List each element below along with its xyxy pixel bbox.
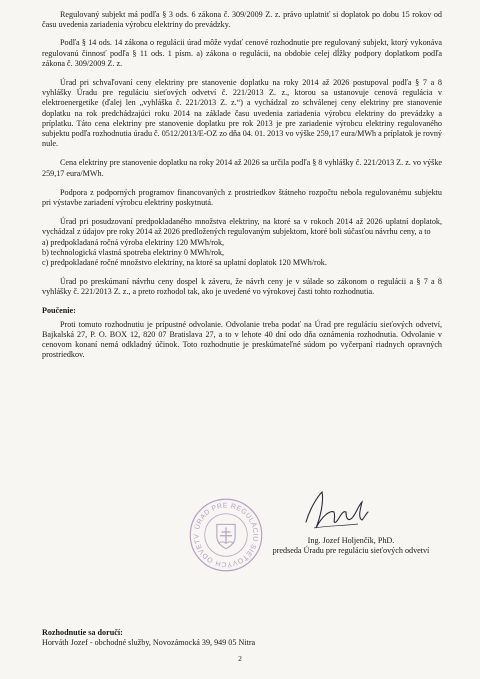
instruction-text: Proti tomuto rozhodnutiu je prípustné odvolanie. Odvolanie treba podať na Úrad pre reguláciu sieťových odvetví, Bajkalská 27, P. O. BOX 12, 820 07 Bratislava 27, a to v lehote 40 dní odo dňa oznámenia rozhodnutia. Odvolanie v cenovom konaní nemá odkladný účinok. Toto rozhodnutie je preskúmateľné súdom po vyčerpaní riadnych opravných prostriedkov. [42, 319, 442, 360]
svg-text:ÚRAD PRE REGULÁCIU SIEŤOVÝCH O: ÚRAD PRE REGULÁCIU SIEŤOVÝCH ODVETV [193, 502, 259, 568]
signatory-block [256, 536, 446, 556]
page-number: 2 [238, 654, 242, 663]
delivery-heading: Rozhodnutie sa doručí: [42, 628, 123, 637]
document-body [42, 10, 442, 361]
paragraph-price-determination: Cena elektriny pre stanovenie doplatku na roky 2014 až 2026 sa určila podľa § 8 vyhlášky č. 221/2013 Z. z. vo výške 259,17 eura/MWh. [42, 158, 442, 178]
handwritten-signature [300, 488, 372, 538]
delivery-section [42, 628, 442, 648]
paragraph-subject-right: Regulovaný subjekt má podľa § 3 ods. 6 zákona č. 309/2009 Z. z. právo uplatniť si doplatok po dobu 15 rokov od času uvedenia zariadenia výrobcu elektriny do prevádzky. [42, 10, 442, 30]
instruction-heading: Poučenie: [42, 305, 76, 315]
delivery-recipient: Horváth Jozef - obchodné služby, Novozámocká 39, 949 05 Nitra [42, 638, 256, 648]
official-seal [188, 497, 264, 573]
list-item: b) technologická vlastná spotreba elektriny 0 MWh/rok, [42, 247, 225, 257]
paragraph-conclusion: Úrad po preskúmaní návrhu ceny dospel k záveru, že návrh ceny je v súlade so zákonom o regulácii a § 7 a 8 vyhlášky č. 221/2013 Z. z., a preto rozhodol tak, ako je uvedené vo výrokovej časti tohto rozhodnutia. [42, 277, 442, 297]
signatory-title: predseda Úradu pre reguláciu sieťových odvetví [272, 546, 430, 556]
paragraph-quantity-assessment: Úrad pri posudzovaní predpokladaného množstva elektriny, na ktoré sa v rokoch 2014 až 2026 uplatní doplatok, vychádzal z údajov pre roky 2014 až 2026 predložených regulovaným subjektom, ktoré boli súčasťou návrhu ceny, a to [42, 217, 442, 237]
list-item: c) predpokladané ročné množstvo elektriny, na ktoré sa uplatní doplatok 120 MWh/rok. [42, 258, 327, 268]
paragraph-price-decision-scope: Podľa § 14 ods. 14 zákona o regulácii úrad môže vydať cenové rozhodnutie pre regulovaný subjekt, ktorý vykonáva regulovanú činnosť podľa § 11 ods. 1 písm. a) zákona o regulácii, na obdobie celej dĺžky podpory doplatkom podľa zákona č. 309/2009 Z. z. [42, 38, 442, 68]
signatory-name: Ing. Jozef Holjenčík, PhD. [307, 536, 395, 545]
list-item: a) predpokladaná ročná výroba elektriny 120 MWh/rok, [42, 237, 225, 247]
paragraph-state-support: Podpora z podporných programov financovaných z prostriedkov štátneho rozpočtu nebola regulovanému subjektu pri výstavbe zariadení výrobcu elektriny poskytnutá. [42, 187, 442, 208]
paragraph-price-approval: Úrad pri schvaľovaní ceny elektriny pre stanovenie doplatku na roky 2014 až 2026 postupoval podľa § 7 a 8 vyhlášky Úradu pre reguláciu sieťových odvetví č. 221/2013 Z. z., ktorou sa ustanovuje cenová regulácia v elektroenergetike (ďalej len „vyhláška č. 221/2013 Z. z.“) a vychádzal zo schválenej ceny elektriny pre stanovenie doplatku na rok predchádzajúci roku 2014 na základe času uvedenia zariadenia výrobcu elektriny do prevádzky a príplatku. Táto cena elektriny pre stanovenie doplatku pre rok 2013 je pre zariadenie výrobcu elektriny regulovaného subjektu podľa rozhodnutia úradu č. 0512/2013/E-OZ zo dňa 04. 01. 2013 vo výške 259,17 eura/MWh a príplatok je rovný nule. [42, 78, 442, 149]
